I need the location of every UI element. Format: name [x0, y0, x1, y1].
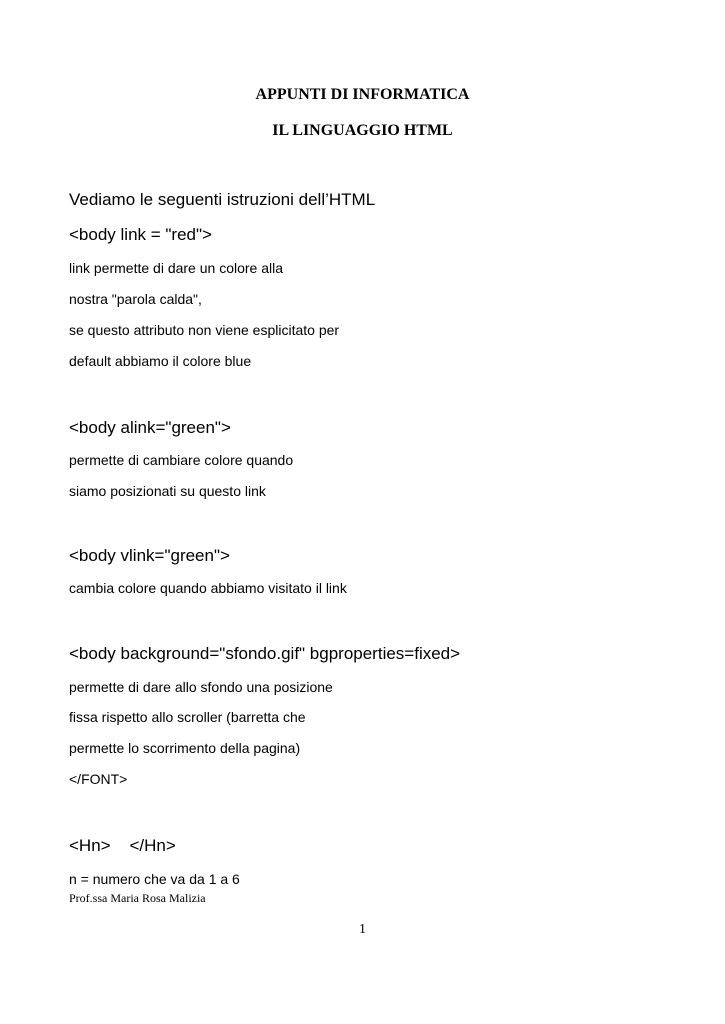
section-text-line: </FONT> — [69, 771, 128, 787]
section-text-line: permette lo scorrimento della pagina) — [69, 740, 301, 756]
section-text-line: n = numero che va da 1 a 6 — [69, 871, 240, 887]
section-text-line: permette di cambiare colore quando — [69, 452, 294, 468]
section-text-line: nostra "parola calda", — [69, 291, 202, 307]
page-footer-author: Prof.ssa Maria Rosa Malizia — [69, 891, 206, 905]
section-text-line: cambia colore quando abbiamo visitato il link — [69, 580, 347, 596]
document-subtitle: IL LINGUAGGIO HTML — [272, 122, 453, 139]
section-text-line: permette di dare allo sfondo una posizione — [69, 679, 333, 695]
section-text-line: siamo posizionati su questo link — [69, 483, 266, 499]
section-text-line: fissa rispetto allo scroller (barretta che — [69, 709, 306, 725]
intro-paragraph: Vediamo le seguenti istruzioni dell’HTML — [69, 190, 376, 209]
section-heading-hn: <Hn> </Hn> — [69, 836, 176, 855]
section-heading-body-background: <body background="sfondo.gif" bgproperties=fixed> — [69, 644, 461, 663]
page-number: 1 — [359, 922, 366, 937]
section-text-line: default abbiamo il colore blue — [69, 353, 252, 369]
section-heading-body-link: <body link = "red"> — [69, 225, 212, 244]
section-heading-body-vlink: <body vlink="green"> — [69, 546, 230, 565]
document-title: APPUNTI DI INFORMATICA — [255, 86, 470, 103]
section-text-line: se questo attributo non viene esplicitato per — [69, 322, 340, 338]
section-heading-body-alink: <body alink="green"> — [69, 418, 231, 437]
section-text-line: link permette di dare un colore alla — [69, 260, 284, 276]
